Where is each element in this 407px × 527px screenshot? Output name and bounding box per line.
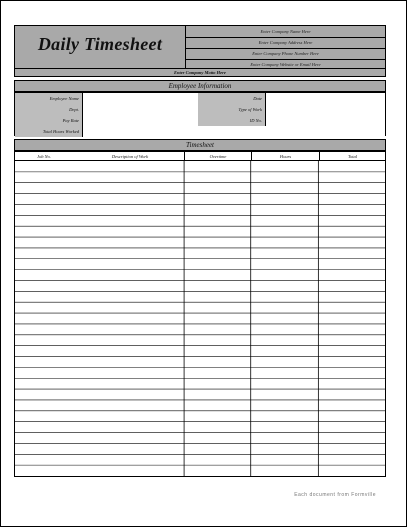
- date-label: Date: [198, 93, 266, 104]
- pay-rate-label: Pay Rate: [15, 115, 83, 126]
- page-title: Daily Timesheet: [37, 34, 163, 54]
- info-row: [15, 126, 385, 137]
- employee-name-label: Employee Name: [15, 93, 83, 104]
- type-of-work-field[interactable]: [266, 104, 385, 115]
- date-field[interactable]: [266, 93, 385, 104]
- overtime-header: Overtime: [185, 152, 252, 161]
- title-box: [14, 25, 186, 69]
- job-no-header-text: Job No.: [37, 154, 51, 159]
- hours-header: Hours: [252, 152, 320, 161]
- employee-name-field[interactable]: [83, 93, 199, 104]
- company-motto-field[interactable]: Enter Company Motto Here: [14, 68, 386, 77]
- type-of-work-label: Type of Work: [198, 104, 266, 115]
- employee-info-header: Employee Information: [14, 80, 386, 92]
- company-website-field[interactable]: Enter Company Website or Email Here: [250, 62, 321, 67]
- timesheet-grid: [14, 160, 386, 477]
- dept-label: Dept.: [15, 104, 83, 115]
- id-no-label: ID No.: [198, 115, 266, 126]
- dept-field[interactable]: [83, 104, 199, 115]
- company-address-field[interactable]: Enter Company Address Here: [186, 37, 385, 49]
- company-name-field[interactable]: Enter Company Name Here: [186, 26, 385, 38]
- description-header: Description of Work: [111, 154, 149, 159]
- company-phone-field[interactable]: Enter Company Phone Number Here: [186, 48, 385, 60]
- employee-info-grid: [14, 92, 386, 136]
- id-no-field[interactable]: [266, 115, 385, 126]
- blank-cell: [198, 126, 385, 137]
- total-header: Total: [347, 154, 358, 159]
- timesheet-header: Timesheet: [14, 139, 386, 151]
- company-info-box: [185, 25, 386, 69]
- total-hours-label: Total Hours Worked: [15, 126, 83, 137]
- total-hours-field[interactable]: [83, 126, 199, 137]
- footer-watermark: Each document from Formville: [294, 492, 376, 498]
- pay-rate-field[interactable]: [83, 115, 199, 126]
